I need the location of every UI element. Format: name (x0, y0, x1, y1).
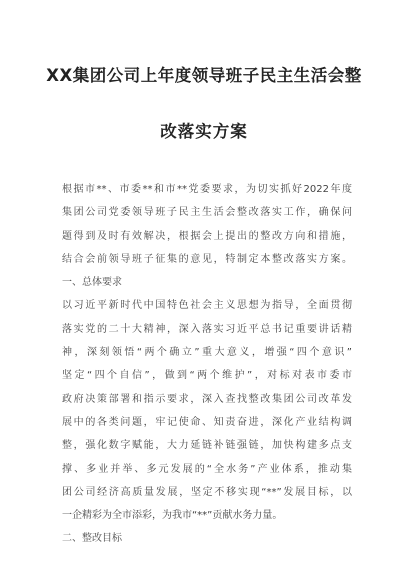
intro-line: 根据市**、市委**和市**党委要求，为切实抓好2022年度 (62, 184, 352, 195)
intro-line: 集团公司党委领导班子民主生活会整改落实工作，确保问 (62, 207, 352, 219)
section1-line: 团公司经济高质量发展，坚定不移实现“**”发展目标，以 (62, 486, 352, 498)
section1-line: 坚定“四个自信”，做到“两个维护”，对标对表市委市 (62, 370, 352, 382)
section-heading-rectification-goals: 二、整改目标 (62, 533, 122, 545)
section1-line: 一企精彩为全市添彩，为我市“**”贡献水务力量。 (62, 510, 283, 522)
section-heading-general-requirements: 一、总体要求 (62, 277, 122, 289)
section1-line: 整，强化数字赋能，大力延链补链强链，加快构建多点支 (62, 440, 352, 452)
section1-line: 落实党的二十大精神，深入落实习近平总书记重要讲话精 (62, 323, 352, 335)
intro-line: 结合会前领导班子征集的意见，特制定本整改落实方案。 (62, 253, 352, 265)
document-body (62, 178, 352, 551)
section1-line: 神，深刻领悟“两个确立”重大意义，增强“四个意识” (62, 347, 352, 359)
section1-line: 以习近平新时代中国特色社会主义思想为指导，全面贯彻 (62, 300, 352, 312)
section1-line: 展中的各类问题，牢记使命、知责奋进，深化产业结构调 (62, 416, 352, 428)
intro-line: 题得到及时有效解决，根据会上提出的整改方向和措施， (62, 230, 352, 242)
document-title-line-1: XX集团公司上年度领导班子民主生活会整 (46, 66, 362, 85)
document-title-line-2: 改落实方案 (160, 122, 248, 141)
section1-line: 撑、多业并举、多元发展的“全水务”产业体系，推动集 (62, 463, 352, 475)
section1-line: 政府决策部署和指示要求，深入查找整改集团公司改革发 (62, 393, 352, 405)
